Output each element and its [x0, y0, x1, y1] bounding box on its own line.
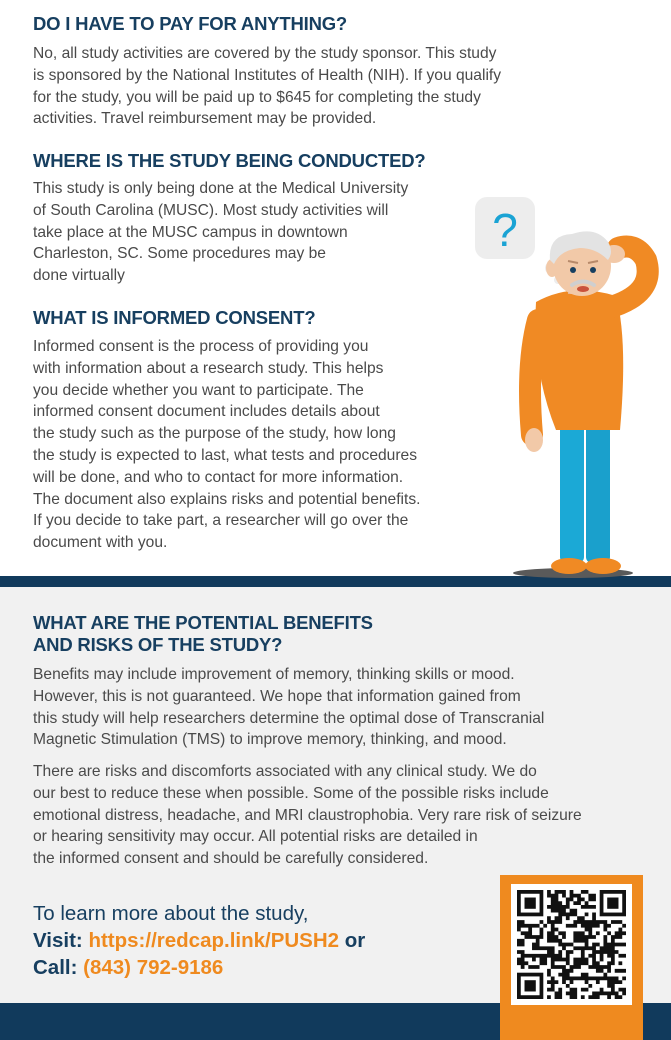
body-where: This study is only being done at the Medical University of South Carolina (MUSC). Most study activities will take place at the MUSC campus in downtown Charleston, SC. Some procedures may be done virtually — [33, 180, 409, 285]
study-link[interactable]: https://redcap.link/PUSH2 — [88, 929, 340, 952]
visit-label: Visit: — [33, 929, 83, 952]
cta-visit-line — [33, 927, 365, 954]
call-to-action — [33, 900, 365, 981]
heading-pay: DO I HAVE TO PAY FOR ANYTHING? — [33, 13, 348, 34]
body-risks: There are risks and discomforts associated with any clinical study. We do our best to reduce these when possible. Some of the possible risks include emotional distress, headache, and MRI claustrophobia. Very rare risk of seizure or hearing sensitivity may occur. All potential risks are detailed in the informed consent and should be carefully considered. — [33, 763, 582, 868]
confused-man-illustration — [468, 190, 668, 580]
heading-consent: WHAT IS INFORMED CONSENT? — [33, 307, 316, 328]
heading-where: WHERE IS THE STUDY BEING CONDUCTED? — [33, 150, 426, 171]
body-pay: No, all study activities are covered by the study sponsor. This study is sponsored by the National Institutes of Health (NIH). If you qualify for the study, you will be paid up to $645 for completing the study activities. Travel reimbursement may be provided. — [33, 45, 502, 128]
qr-code[interactable] — [511, 884, 632, 1005]
qr-code-panel — [500, 875, 643, 1040]
or-text: or — [344, 929, 366, 952]
body-benefits: Benefits may include improvement of memory, thinking skills or mood. However, this is not guaranteed. We hope that information gained from this study will help researchers determine the optimal dose of Transcranial Magnetic Stimulation (TMS) to improve memory, thinking, and mood. — [33, 666, 545, 749]
qr-code-icon — [511, 884, 632, 1005]
cta-call-line — [33, 954, 365, 981]
call-label: Call: — [33, 956, 78, 979]
phone-number[interactable]: (843) 792-9186 — [83, 956, 224, 979]
body-consent: Informed consent is the process of providing you with information about a research study. This helps you decide whether you want to participate. The informed consent document includes details about the study such as the purpose of the study, how long the study is expected to last, what tests and procedures will be done, and who to contact for more information. The document also explains risks and potential benefits. If you decide to take part, a researcher will go over the document with you. — [33, 338, 421, 552]
cta-intro: To learn more about the study, — [33, 902, 309, 925]
heading-benefits: WHAT ARE THE POTENTIAL BENEFITS AND RISKS OF THE STUDY? — [33, 612, 373, 655]
question-mark-icon: ? — [492, 204, 518, 256]
